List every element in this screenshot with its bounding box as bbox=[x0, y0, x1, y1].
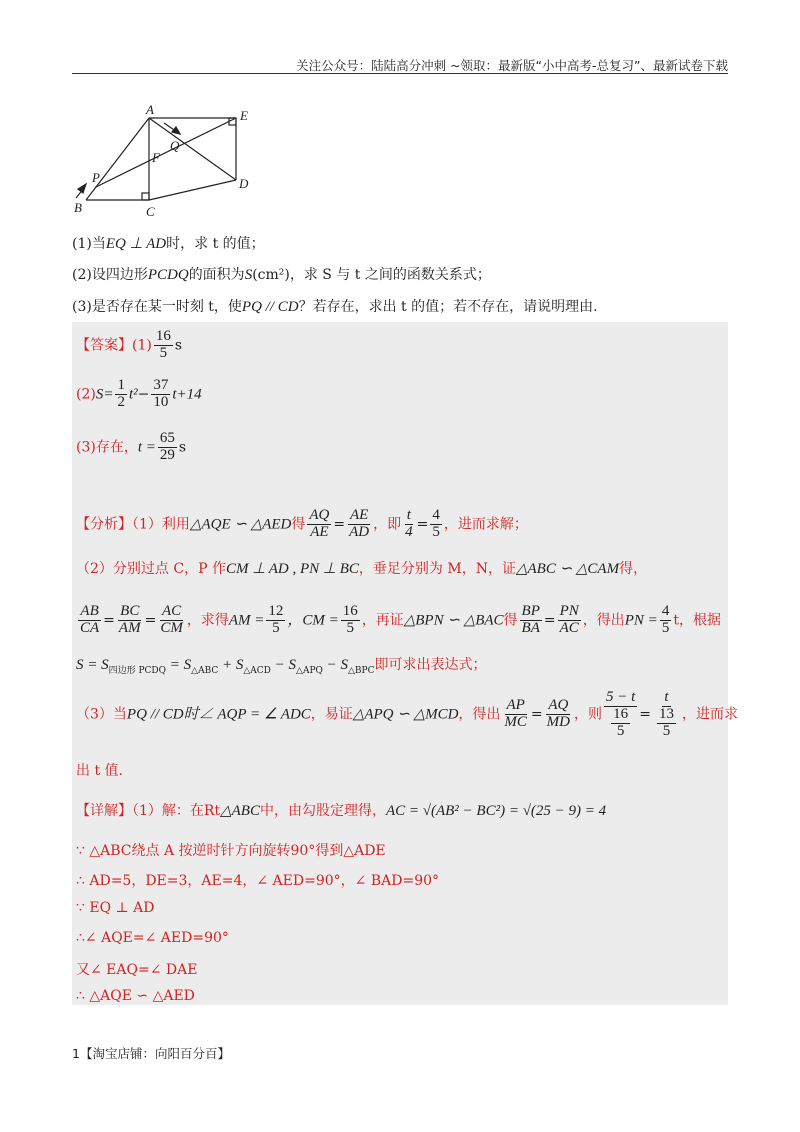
segment-ba bbox=[86, 118, 149, 200]
label-f: F bbox=[152, 150, 160, 165]
detail-line-4: ∵ EQ ⊥ AD bbox=[76, 900, 155, 916]
label-q: Q bbox=[170, 138, 180, 153]
analysis-line-1: 【分析】（1）利用△AQE ∽ △AED得 $\frac{AQ}{AE}$ = $\frac{AE}{AD}$ ，即 $\frac{t}{4}$ = $\frac{4}{5}$ ，进而求解； bbox=[76, 507, 528, 540]
segment-cd bbox=[149, 180, 236, 200]
analysis-line-2: （2）分别过点 C，P 作CM ⊥ AD , PN ⊥ BC，垂足分别为 M，N，证△ABC ∽ △CAM得， bbox=[76, 561, 648, 577]
detail-line-5: ∴∠ AQE=∠ AED=90° bbox=[76, 930, 229, 946]
analysis-line-5: （3）当PQ // CD时∠ AQP = ∠ ADC，易证△APQ ∽ △MCD，得出 $\frac{AP}{MC}$ = $\frac{AQ}{MD}$ ，则 $\frac{5 - t}{\frac{16}{5}}$ = $\frac{t}{\frac{13}{5}}$ ，进而求 bbox=[76, 689, 739, 739]
answer-line-1: 【答案】(1) $\frac{16}{5}$ s bbox=[76, 328, 183, 361]
label-d: D bbox=[239, 176, 249, 191]
answer-line-3: (3)存在，t = $\frac{65}{29}$ s bbox=[76, 430, 187, 463]
detail-line-3: ∴ AD=5，DE=3，AE=4，∠ AED=90°，∠ BAD=90° bbox=[76, 873, 440, 889]
page-header: 关注公众号：陆陆高分冲刺 ~领取：最新版“小中高考-总复习”、最新试卷下载 bbox=[296, 58, 728, 73]
label-p: P bbox=[92, 170, 100, 185]
geometry-figure bbox=[66, 100, 266, 225]
detail-line-6: 又∠ EAQ=∠ DAE bbox=[76, 962, 198, 978]
header-divider bbox=[72, 73, 728, 74]
label-e: E bbox=[240, 108, 248, 123]
label-c: C bbox=[146, 204, 155, 219]
segment-ad bbox=[149, 118, 236, 180]
answer-line-2: (2)S= $\frac{1}{2}$ t²− $\frac{37}{10}$ t+14 bbox=[76, 377, 202, 410]
detail-line-7: ∴ △AQE ∽ △AED bbox=[76, 988, 195, 1004]
question-3: (3)是否存在某一时刻 t，使PQ // CD？若存在，求出 t 的值；若不存在，请说明理由. bbox=[72, 299, 598, 315]
detail-line-2: ∵ △ABC绕点 A 按逆时针方向旋转90°得到△ADE bbox=[76, 843, 386, 859]
question-1: (1)当EQ ⊥ AD时，求 t 的值； bbox=[72, 236, 265, 252]
right-angle-mark-c bbox=[142, 193, 149, 200]
page-footer: 1【淘宝店铺：向阳百分百】 bbox=[72, 1046, 230, 1061]
analysis-line-4: $S = S_{四边形 PCDQ} = S_{\triangle ABC} + S_{\triangle ACD} - S_{\triangle APQ} - S_{\triangle BPC}$即可求出表达式； bbox=[76, 657, 487, 676]
label-b: B bbox=[74, 200, 82, 215]
question-2: (2)设四边形PCDQ的面积为S(cm²)，求 S 与 t 之间的函数关系式； bbox=[72, 267, 491, 283]
label-a: A bbox=[146, 102, 154, 117]
detail-line-1: 【详解】（1）解：在Rt△ABC中，由勾股定理得，AC = √(AB² − BC²) = √(25 − 9) = 4 bbox=[76, 803, 607, 819]
analysis-line-3: $\frac{AB}{CA}$ = $\frac{BC}{AM}$ = $\frac{AC}{CM}$ ，求得AM = $\frac{12}{5}$ ，CM = $\frac{16}{5}$ ，再证△BPN ∽ △BAC得 $\frac{BP}{BA}$ = $\frac{PN}{AC}$ ，得出PN = $\frac{4}{5}$ t，根据 bbox=[80, 603, 721, 636]
segment-eq-p bbox=[96, 118, 236, 187]
analysis-line-6: 出 t 值. bbox=[76, 763, 123, 779]
